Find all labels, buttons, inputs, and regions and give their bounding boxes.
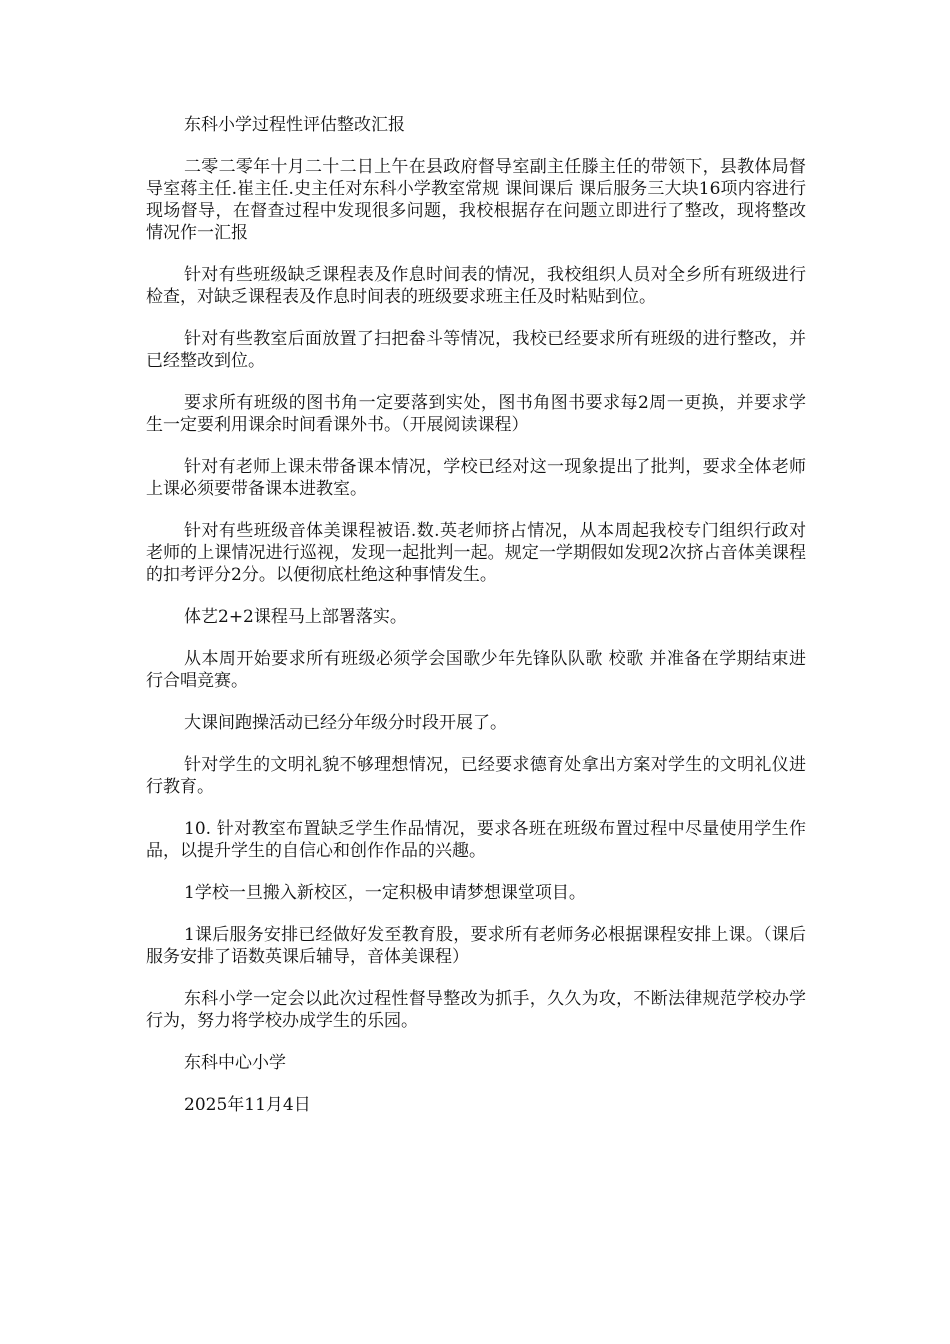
body-paragraph: 针对有些教室后面放置了扫把畚斗等情况，我校已经要求所有班级的进行整改，并已经整改到位。 [146, 329, 806, 371]
body-paragraph: 针对学生的文明礼貌不够理想情况，已经要求德育处拿出方案对学生的文明礼仪进行教育。 [146, 755, 806, 797]
body-paragraph: 针对有些班级缺乏课程表及作息时间表的情况，我校组织人员对全乡所有班级进行检查，对缺乏课程表及作息时间表的班级要求班主任及时粘贴到位。 [146, 265, 806, 307]
document-title: 东科小学过程性评估整改汇报 [184, 115, 405, 135]
body-paragraph: 大课间跑操活动已经分年级分时段开展了。 [184, 713, 507, 733]
closing-paragraph: 东科小学一定会以此次过程性督导整改为抓手，久久为攻，不断法律规范学校办学行为，努力将学校办成学生的乐园。 [146, 989, 806, 1031]
body-paragraph: 从本周开始要求所有班级必须学会国歌少年先锋队队歌 校歌 并准备在学期结束进行合唱竞赛。 [146, 649, 806, 691]
body-paragraph: 针对有老师上课未带备课本情况，学校已经对这一现象提出了批判，要求全体老师上课必须要带备课本进教室。 [146, 457, 806, 499]
signature: 东科中心小学 [184, 1053, 286, 1073]
intro-paragraph: 二零二零年十月二十二日上午在县政府督导室副主任滕主任的带领下，县教体局督导室蒋主任.崔主任.史主任对东科小学教室常规 课间课后 课后服务三大块16项内容进行现场督导，在督查过程中发现很多问题，我校根据存在问题立即进行了整改，现将整改情况作一汇报 [146, 157, 806, 243]
body-paragraph: 1学校一旦搬入新校区，一定积极申请梦想课堂项目。 [184, 883, 586, 903]
body-paragraph: 针对有些班级音体美课程被语.数.英老师挤占情况，从本周起我校专门组织行政对老师的上课情况进行巡视，发现一起批判一起。规定一学期假如发现2次挤占音体美课程的扣考评分2分。以便彻底杜绝这种事情发生。 [146, 521, 806, 585]
date: 2025年11月4日 [184, 1095, 311, 1115]
body-paragraph: 10. 针对教室布置缺乏学生作品情况，要求各班在班级布置过程中尽量使用学生作品，以提升学生的自信心和创作作品的兴趣。 [146, 819, 806, 861]
body-paragraph: 要求所有班级的图书角一定要落到实处，图书角图书要求每2周一更换，并要求学生一定要利用课余时间看课外书。（开展阅读课程） [146, 393, 806, 435]
body-paragraph: 1课后服务安排已经做好发至教育股，要求所有老师务必根据课程安排上课。（课后服务安排了语数英课后辅导，音体美课程） [146, 925, 806, 967]
document-body [146, 114, 806, 1136]
body-paragraph: 体艺2+2课程马上部署落实。 [184, 607, 407, 627]
